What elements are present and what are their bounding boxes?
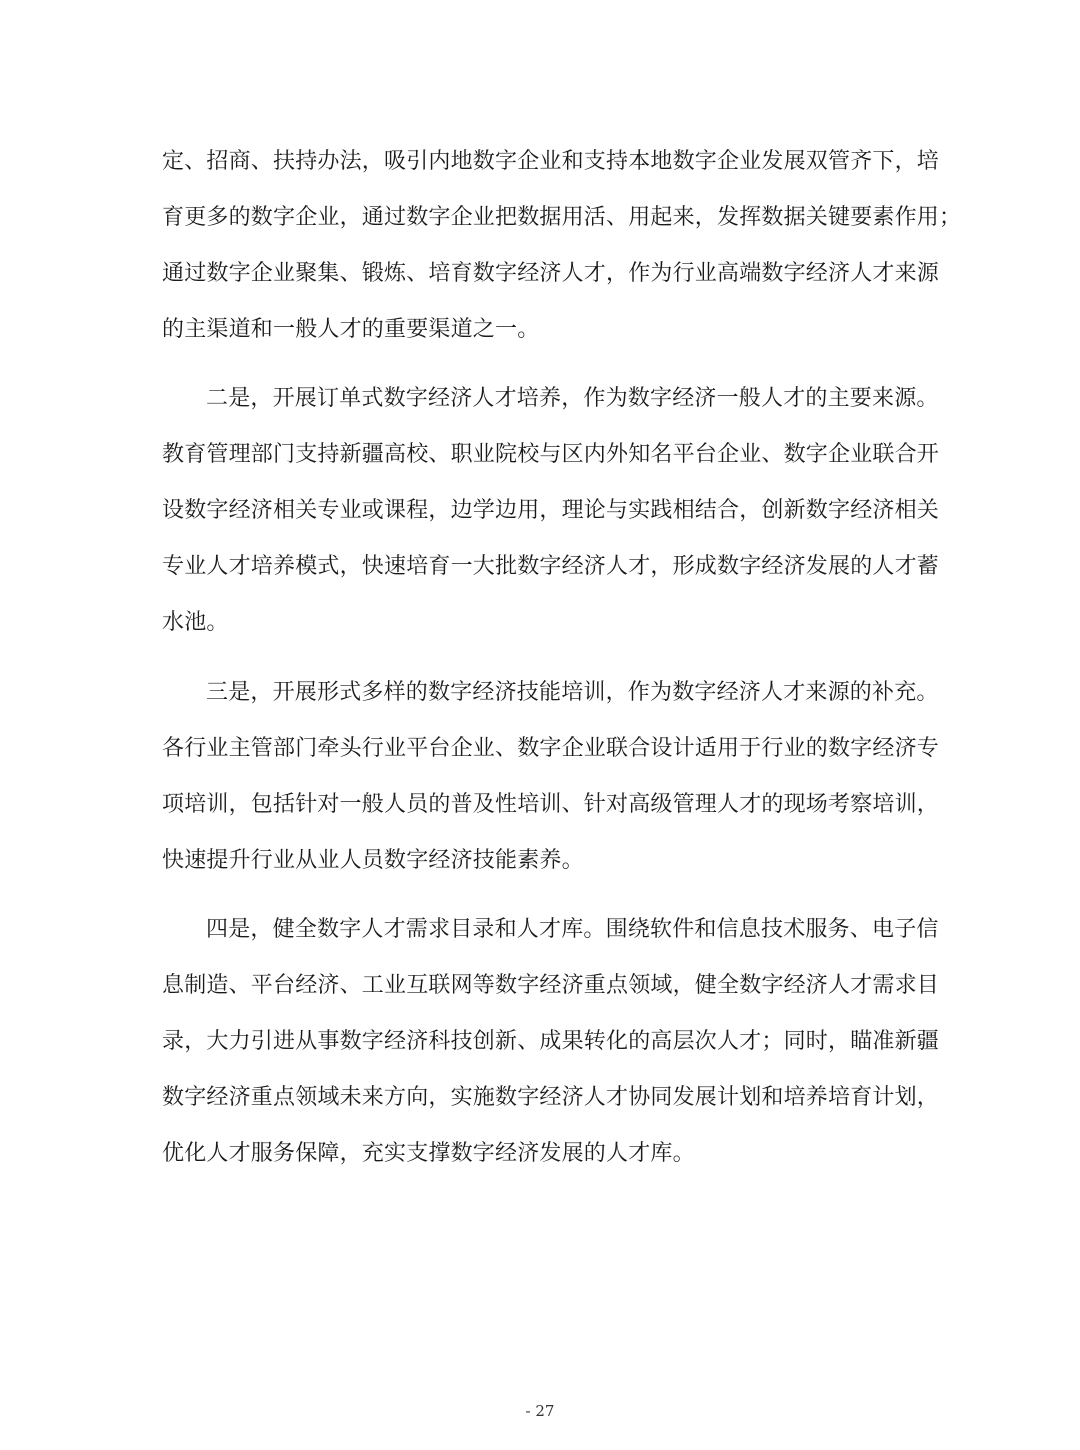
paragraph-3-line-1: 三是，开展形式多样的数字经济技能培训，作为数字经济人才来源的补充。	[206, 680, 939, 705]
paragraph-3-line-4: 快速提升行业从业人员数字经济技能素养。	[162, 848, 584, 873]
paragraph-4-line-3: 录，大力引进从事数字经济科技创新、成果转化的高层次人才；同时，瞄准新疆	[162, 1029, 940, 1054]
paragraph-3-line-3: 项培训，包括针对一般人员的普及性培训、针对高级管理人才的现场考察培训，	[162, 792, 940, 817]
paragraph-1-line-1: 定、招商、扶持办法，吸引内地数字企业和支持本地数字企业发展双管齐下，培	[162, 149, 940, 174]
paragraph-2-line-5: 水池。	[162, 610, 229, 635]
paragraph-1-line-2: 育更多的数字企业，通过数字企业把数据用活、用起来，发挥数据关键要素作用；	[162, 205, 962, 230]
paragraph-1-line-4: 的主渠道和一般人才的重要渠道之一。	[162, 317, 540, 342]
paragraph-2-line-1: 二是，开展订单式数字经济人才培养，作为数字经济一般人才的主要来源。	[206, 386, 939, 411]
paragraph-4-line-5: 优化人才服务保障，充实支撑数字经济发展的人才库。	[162, 1141, 695, 1166]
paragraph-4-line-1: 四是，健全数字人才需求目录和人才库。围绕软件和信息技术服务、电子信	[206, 917, 939, 942]
paragraph-4-line-4: 数字经济重点领域未来方向，实施数字经济人才协同发展计划和培养培育计划，	[162, 1085, 940, 1110]
paragraph-4-line-2: 息制造、平台经济、工业互联网等数字经济重点领域，健全数字经济人才需求目	[162, 973, 940, 998]
paragraph-2-line-2: 教育管理部门支持新疆高校、职业院校与区内外知名平台企业、数字企业联合开	[162, 442, 940, 467]
paragraph-1-line-3: 通过数字企业聚集、锻炼、培育数字经济人才，作为行业高端数字经济人才来源	[162, 261, 940, 286]
paragraph-3-line-2: 各行业主管部门牵头行业平台企业、数字企业联合设计适用于行业的数字经济专	[162, 736, 940, 761]
page-number: - 27	[525, 1402, 555, 1420]
paragraph-2-line-3: 设数字经济相关专业或课程，边学边用，理论与实践相结合，创新数字经济相关	[162, 498, 940, 523]
paragraph-2-line-4: 专业人才培养模式，快速培育一大批数字经济人才，形成数字经济发展的人才蓄	[162, 554, 940, 579]
